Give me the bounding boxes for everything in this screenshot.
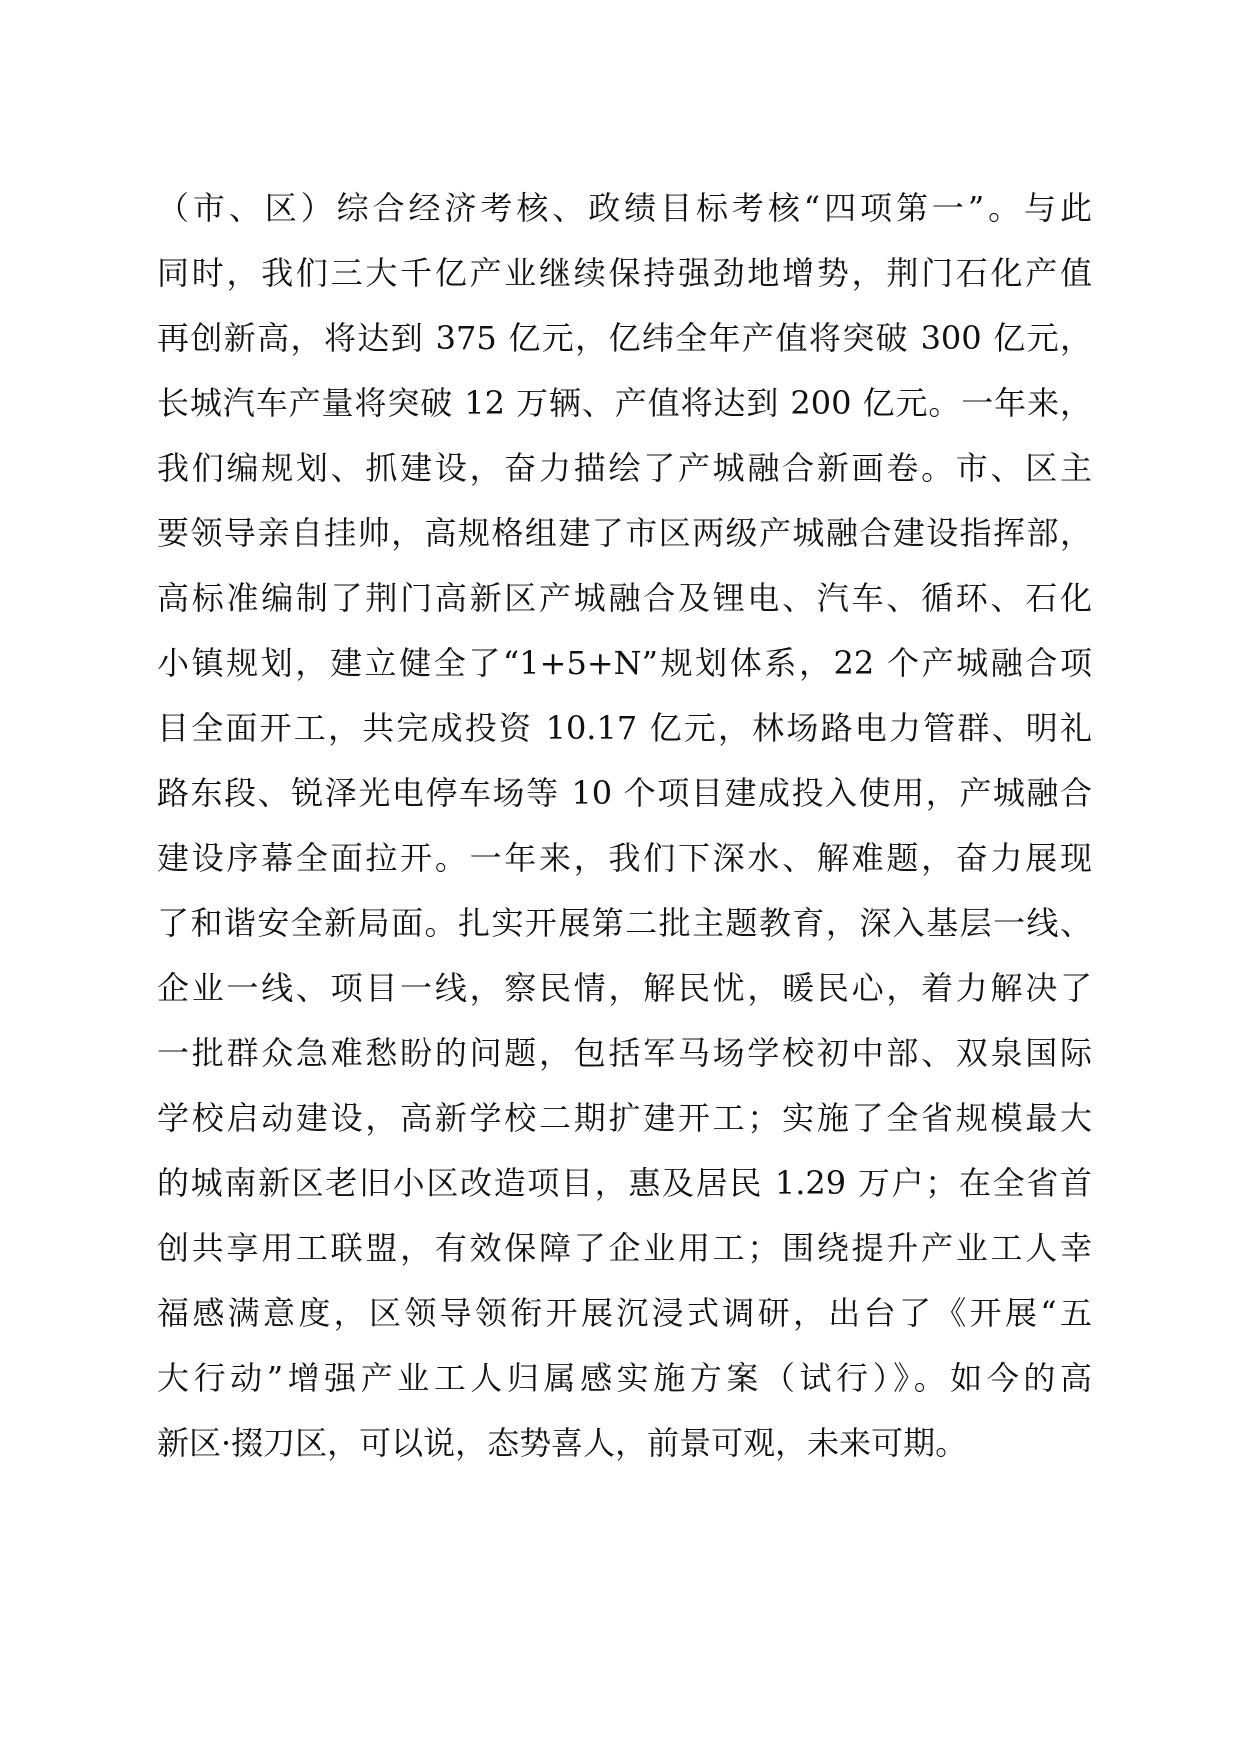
- text-line: 新区·掇刀区，可以说，态势喜人，前景可观，未来可期。: [157, 1424, 968, 1462]
- text-line: 福感满意度，区领导领衔开展沉浸式调研，出台了《开展“五: [157, 1294, 1092, 1332]
- text-line: 同时，我们三大千亿产业继续保持强劲地增势，荆门石化产值: [157, 254, 1092, 292]
- text-line: 高标准编制了荆门高新区产城融合及锂电、汽车、循环、石化: [157, 579, 1092, 617]
- text-line: 要领导亲自挂帅，高规格组建了市区两级产城融合建设指挥部，: [157, 514, 1092, 552]
- text-line: 路东段、锐泽光电停车场等 10 个项目建成投入使用，产城融合: [157, 774, 1092, 812]
- text-line: 企业一线、项目一线，察民情，解民忧，暖民心，着力解决了: [157, 969, 1092, 1007]
- text-line: 建设序幕全面拉开。一年来，我们下深水、解难题，奋力展现: [157, 839, 1092, 877]
- text-line: 创共享用工联盟，有效保障了企业用工；围绕提升产业工人幸: [157, 1229, 1092, 1267]
- text-line: 小镇规划，建立健全了“1+5+N”规划体系，22 个产城融合项: [157, 644, 1092, 682]
- text-line: 我们编规划、抓建设，奋力描绘了产城融合新画卷。市、区主: [157, 449, 1092, 487]
- text-line: （市、区）综合经济考核、政绩目标考核“四项第一”。与此: [157, 189, 1092, 227]
- text-line: 大行动”增强产业工人归属感实施方案（试行）》。如今的高: [157, 1359, 1092, 1397]
- text-line: 一批群众急难愁盼的问题，包括军马场学校初中部、双泉国际: [157, 1034, 1092, 1072]
- body-paragraph: [157, 188, 1092, 1488]
- text-line: 长城汽车产量将突破 12 万辆、产值将达到 200 亿元。一年来，: [157, 384, 1092, 422]
- text-line: 再创新高，将达到 375 亿元，亿纬全年产值将突破 300 亿元，: [157, 319, 1092, 357]
- text-line: 目全面开工，共完成投资 10.17 亿元，林场路电力管群、明礼: [157, 709, 1092, 747]
- text-line: 学校启动建设，高新学校二期扩建开工；实施了全省规模最大: [157, 1099, 1092, 1137]
- text-line: 的城南新区老旧小区改造项目，惠及居民 1.29 万户；在全省首: [157, 1164, 1092, 1202]
- text-line: 了和谐安全新局面。扎实开展第二批主题教育，深入基层一线、: [157, 904, 1092, 942]
